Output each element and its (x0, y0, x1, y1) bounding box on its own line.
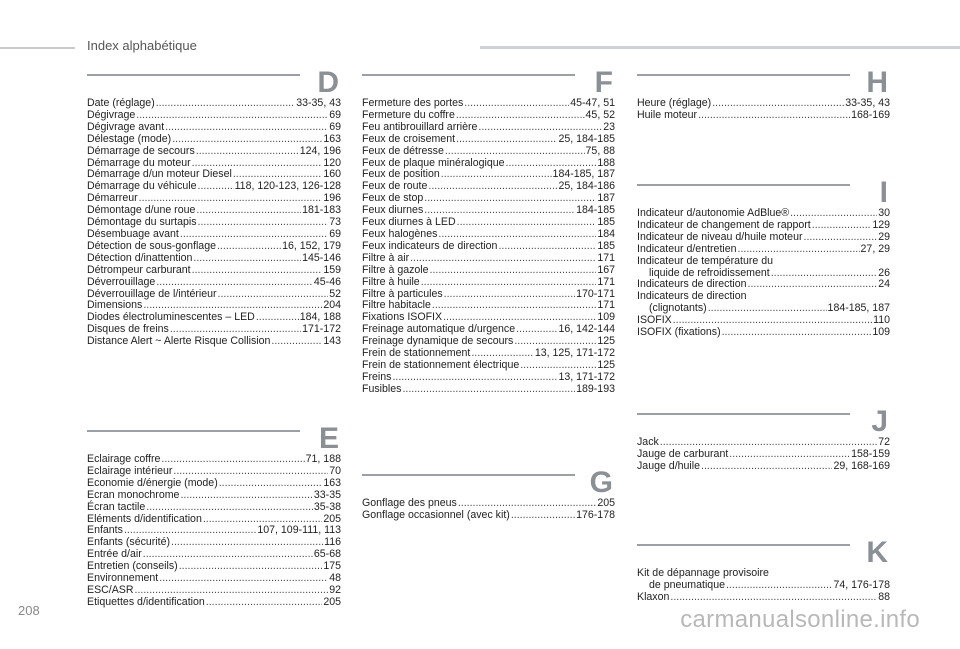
section-e (87, 422, 341, 609)
header-rule-left (0, 47, 75, 49)
entry-label: Date (réglage) (87, 97, 155, 109)
entry-page-ref: 69 (329, 108, 341, 121)
index-entry (637, 256, 890, 268)
page-header-title: Index alphabétique (87, 38, 197, 53)
section-letter: D (317, 66, 339, 99)
dot-leader (198, 217, 329, 229)
dot-leader (156, 277, 313, 289)
entry-label: Filtre à huile (362, 275, 420, 288)
entry-label: Gonflage des pneus (362, 497, 457, 509)
entry-page-ref: 196 (323, 192, 341, 205)
entry-page-ref: 45-47, 51 (570, 97, 615, 109)
dot-leader (516, 324, 557, 336)
entry-label: Fusibles (362, 382, 402, 395)
entry-label: Indicateur de changement de rapport (637, 218, 811, 231)
entry-page-ref: 92 (329, 583, 341, 596)
index-entry (87, 336, 341, 348)
entry-page-ref: 45, 52 (585, 108, 615, 121)
index-entry (87, 277, 341, 289)
index-entry (87, 241, 341, 253)
entry-page-ref: 185 (597, 216, 615, 229)
dot-leader (424, 193, 596, 205)
entry-page-ref: 184-185, 187 (827, 302, 890, 315)
dot-leader (256, 312, 299, 324)
entry-label: Jauge de carburant (637, 447, 729, 460)
entry-label: Economie d/énergie (mode) (87, 476, 218, 489)
entry-page-ref: 26 (878, 266, 890, 279)
entry-label: Dimensions (87, 299, 143, 312)
index-entry (362, 510, 615, 522)
entry-label: Etiquettes d/identification (87, 595, 205, 608)
section-bar (637, 184, 850, 186)
index-entry (362, 265, 615, 277)
entry-label: ESC/ASR (87, 583, 134, 596)
dot-leader (511, 510, 575, 522)
dot-leader (206, 597, 323, 609)
dot-leader (171, 537, 323, 549)
entry-page-ref: 125 (597, 358, 615, 371)
entry-page-ref: 16, 152, 179 (282, 239, 341, 252)
section-j (637, 405, 890, 473)
dot-leader (445, 146, 585, 158)
entry-label: Jauge d/huile (637, 459, 701, 472)
dot-leader (410, 253, 596, 265)
dot-leader (432, 300, 596, 312)
entry-page-ref: 110 (873, 314, 890, 327)
entry-label: Disques de freins (87, 323, 169, 336)
entry-page-ref: 48 (329, 572, 341, 585)
entry-page-ref: 29 (878, 230, 890, 243)
dot-leader (812, 220, 872, 232)
section-letter: H (866, 66, 888, 99)
entry-list (637, 568, 890, 604)
entry-page-ref: 167 (597, 263, 615, 276)
section-bar (87, 430, 300, 432)
dot-leader (698, 110, 850, 122)
entry-label: Indicateur d/entretien (637, 242, 737, 255)
dot-leader (392, 372, 557, 384)
entry-page-ref: 143 (323, 335, 341, 348)
entry-page-ref: 29, 168-169 (833, 459, 890, 472)
entry-label: Feux diurnes (362, 204, 424, 217)
entry-list (637, 98, 890, 122)
entry-page-ref: 107, 109-111, 113 (257, 524, 341, 537)
entry-page-ref: 163 (323, 476, 341, 489)
dot-leader (402, 384, 575, 396)
entry-label: Feux indicateurs de direction (362, 239, 498, 252)
entry-list (87, 98, 341, 348)
entry-page-ref: 184 (597, 227, 615, 240)
index-entry (637, 327, 890, 339)
dot-leader (218, 289, 329, 301)
index-entry (87, 265, 341, 277)
entry-label: Détrompeur carburant (87, 263, 191, 276)
entry-label: Filtre à gazole (362, 263, 429, 276)
entry-label: ISOFIX (fixations) (637, 326, 721, 339)
entry-label: Feux de croisement (362, 132, 456, 145)
entry-label: Dégivrage (87, 108, 136, 121)
entry-label: Démarreur (87, 192, 138, 205)
page-number: 208 (18, 603, 40, 618)
entry-label: Indicateur de niveau d/huile moteur (637, 230, 803, 243)
entry-page-ref: 72 (878, 436, 890, 448)
entry-label: Feux de plaque minéralogique (362, 156, 505, 169)
entry-page-ref: 65-68 (313, 548, 341, 561)
entry-label: Enfants (87, 524, 123, 537)
dot-leader (421, 277, 597, 289)
entry-page-ref: 118, 120-123, 126-128 (234, 180, 341, 193)
dot-leader (172, 134, 322, 146)
dot-leader (726, 580, 832, 592)
entry-page-ref: 204 (323, 299, 341, 312)
entry-page-ref: 181-183 (302, 204, 341, 217)
entry-label: Entretien (conseils) (87, 560, 178, 573)
entry-page-ref: 13, 125, 171-172 (534, 347, 615, 360)
section-bar (637, 74, 850, 76)
entry-label: Freinage dynamique de secours (362, 335, 514, 348)
entry-page-ref: 73 (329, 216, 341, 229)
dot-leader (771, 268, 877, 280)
entry-page-ref: 187 (597, 192, 615, 205)
index-entry (87, 502, 341, 514)
dot-leader (198, 181, 234, 193)
watermark: carmanualsonline.info (680, 606, 920, 633)
header-rule-right (480, 46, 960, 49)
entry-label: Heure (réglage) (637, 97, 712, 109)
entry-page-ref: 75, 88 (585, 144, 615, 157)
entry-page-ref: 171-172 (302, 323, 341, 336)
entry-page-ref: 185 (597, 239, 615, 252)
entry-page-ref: 13, 171-172 (558, 370, 615, 383)
entry-list (362, 498, 615, 522)
entry-label: Distance Alert ~ Alerte Risque Collision (87, 335, 271, 348)
entry-label: Démontage d/une roue (87, 204, 196, 217)
dot-leader (498, 241, 596, 253)
entry-page-ref: 175 (323, 560, 341, 573)
entry-page-ref: 184-185 (576, 204, 615, 217)
entry-page-ref: 23 (603, 120, 615, 133)
entry-label: ISOFIX (637, 314, 672, 327)
entry-page-ref: 205 (323, 595, 341, 608)
entry-label: Démarrage de secours (87, 144, 195, 157)
entry-page-ref: 189-193 (576, 382, 615, 395)
entry-page-ref: 160 (323, 168, 341, 181)
section-bar (362, 474, 575, 476)
index-entry (87, 146, 341, 158)
section-h (637, 66, 890, 122)
entry-page-ref: 33-35, 43 (296, 97, 341, 109)
entry-page-ref: 159 (323, 263, 341, 276)
entry-label: (clignotants) (649, 302, 707, 315)
dot-leader (217, 241, 281, 253)
entry-page-ref: 25, 184-185 (558, 132, 615, 145)
section-bar (637, 413, 850, 415)
entry-label: Jack (637, 436, 659, 448)
entry-label: Filtre à air (362, 251, 410, 264)
section-bar (87, 74, 300, 76)
index-entry (362, 372, 615, 384)
entry-page-ref: 33-35, 43 (845, 97, 890, 109)
section-bar (362, 74, 575, 76)
entry-page-ref: 109 (872, 326, 890, 339)
dot-leader (193, 253, 301, 265)
section-f (362, 66, 615, 396)
dot-leader (738, 244, 860, 256)
entry-page-ref: 45-46 (313, 275, 341, 288)
index-entry (362, 384, 615, 396)
index-entry (87, 122, 341, 134)
entry-label: Entrée d/air (87, 548, 142, 561)
index-entry (87, 134, 341, 146)
entry-page-ref: 120 (323, 156, 341, 169)
entry-page-ref: 35-38 (313, 500, 341, 513)
entry-page-ref: 24 (878, 278, 890, 291)
entry-label: de pneumatique (649, 578, 725, 591)
entry-page-ref: 70 (329, 464, 341, 477)
index-entry (87, 478, 341, 490)
dot-leader (456, 134, 557, 146)
index-entry (637, 232, 890, 244)
entry-page-ref: 205 (323, 512, 341, 525)
entry-label: Feux halogènes (362, 227, 438, 240)
section-letter: I (879, 176, 888, 209)
entry-label: Indicateurs de direction (637, 290, 747, 303)
entry-label: Eclairage coffre (87, 453, 161, 465)
index-entry (87, 597, 341, 609)
entry-page-ref: 125 (597, 335, 615, 348)
entry-page-ref: 71, 188 (305, 453, 341, 465)
section-g (362, 466, 615, 522)
entry-label: Filtre habitacle (362, 299, 431, 312)
entry-label: Frein de stationnement (362, 347, 471, 360)
entry-label: Déverrouillage de l/intérieur (87, 287, 217, 300)
section-letter: F (594, 66, 613, 99)
entry-label: Feux de détresse (362, 144, 444, 157)
entry-label: Ecran monochrome (87, 488, 180, 501)
entry-label: Fermeture du coffre (362, 108, 455, 121)
entry-label: Feux de stop (362, 192, 424, 205)
entry-page-ref: 69 (329, 120, 341, 133)
entry-label: Démarrage d/un moteur Diesel (87, 168, 232, 181)
entry-list (87, 454, 341, 609)
entry-page-ref: 170-171 (576, 287, 615, 300)
entry-label: Indicateurs de direction (637, 278, 747, 291)
entry-page-ref: 109 (597, 311, 615, 324)
entry-label: Frein de stationnement électrique (362, 358, 520, 371)
entry-label: Eclairage intérieur (87, 464, 173, 477)
dot-leader (722, 327, 872, 339)
dot-leader (428, 181, 557, 193)
entry-label: Indicateur de température du (637, 254, 774, 267)
section-letter: K (866, 536, 888, 569)
entry-label: Diodes électroluminescentes – LED (87, 311, 255, 324)
entry-label: Détection de sous-gonflage (87, 239, 216, 252)
entry-label: Klaxon (637, 590, 670, 603)
entry-page-ref: 30 (878, 207, 890, 219)
dot-leader (729, 449, 850, 461)
index-entry (637, 592, 890, 604)
entry-list (637, 437, 890, 473)
entry-page-ref: 69 (329, 227, 341, 240)
dot-leader (701, 461, 832, 473)
entry-label: Démarrage du véhicule (87, 180, 197, 193)
dot-leader (670, 592, 877, 604)
entry-label: Kit de dépannage provisoire (637, 567, 769, 579)
entry-page-ref: 25, 184-186 (558, 180, 615, 193)
entry-page-ref: 116 (324, 536, 341, 549)
section-bar (637, 544, 850, 546)
entry-page-ref: 171 (597, 251, 615, 264)
entry-page-ref: 124, 196 (299, 144, 341, 157)
dot-leader (478, 122, 602, 134)
entry-label: Feu antibrouillard arrière (362, 120, 478, 133)
dot-leader (748, 279, 878, 291)
entry-page-ref: 171 (597, 275, 615, 288)
entry-label: Dégivrage avant (87, 120, 165, 133)
entry-label: Huile moteur (637, 108, 698, 121)
entry-page-ref: 145-146 (302, 251, 341, 264)
section-letter: G (589, 466, 613, 499)
index-entry (362, 253, 615, 265)
dot-leader (457, 217, 597, 229)
dot-leader (271, 336, 322, 348)
index-entry (362, 134, 615, 146)
dot-leader (136, 110, 328, 122)
index-entry (362, 146, 615, 158)
entry-label: Désembuage avant (87, 227, 179, 240)
dot-leader (430, 265, 597, 277)
index-entry (637, 303, 890, 315)
entry-page-ref: 163 (323, 132, 341, 145)
entry-list (637, 208, 890, 339)
entry-page-ref: 129 (872, 218, 890, 231)
entry-label: Enfants (sécurité) (87, 536, 171, 549)
index-entry (87, 490, 341, 502)
entry-page-ref: 188 (597, 156, 615, 169)
dot-leader (192, 265, 323, 277)
entry-page-ref: 74, 176-178 (833, 578, 890, 591)
dot-leader (804, 232, 878, 244)
entry-page-ref: 27, 29 (860, 242, 890, 255)
entry-page-ref: 168-169 (851, 108, 890, 121)
section-letter: J (871, 405, 888, 438)
entry-label: Environnement (87, 572, 159, 585)
dot-leader (444, 289, 575, 301)
dot-leader (165, 122, 328, 134)
section-i (637, 176, 890, 339)
index-entry (87, 253, 341, 265)
dot-leader (441, 169, 552, 181)
entry-page-ref: 184, 188 (299, 311, 341, 324)
entry-label: Fixations ISOFIX (362, 311, 443, 324)
entry-list (362, 98, 615, 396)
entry-label: Feux de route (362, 180, 428, 193)
index-entry (637, 110, 890, 122)
entry-page-ref: 184-185, 187 (552, 168, 615, 181)
section-d (87, 66, 341, 348)
index-entry (637, 580, 890, 592)
entry-label: Feux diurnes à LED (362, 216, 456, 229)
dot-leader (180, 490, 312, 502)
dot-leader (708, 303, 827, 315)
entry-label: Gonflage occasionnel (avec kit) (362, 508, 510, 521)
entry-label: Eléments d/identification (87, 512, 202, 525)
dot-leader (146, 502, 313, 514)
index-entry (362, 241, 615, 253)
entry-label: Freins (362, 370, 392, 383)
section-letter: E (318, 422, 339, 455)
entry-label: Écran tactile (87, 500, 146, 513)
entry-label: Freinage automatique d/urgence (362, 323, 516, 336)
entry-label: Démontage du surtapis (87, 216, 197, 229)
section-k (637, 536, 890, 604)
entry-page-ref: 52 (329, 287, 341, 300)
index-entry (637, 244, 890, 256)
entry-label: Détection d/inattention (87, 251, 193, 264)
entry-page-ref: 176-178 (576, 508, 615, 521)
entry-label: Déverrouillage (87, 275, 156, 288)
entry-label: Délestage (mode) (87, 132, 172, 145)
index-entry (362, 277, 615, 289)
dot-leader (179, 561, 323, 573)
entry-label: Indicateur d/autonomie AdBlue® (637, 207, 790, 219)
entry-label: Fermeture des portes (362, 97, 464, 109)
entry-page-ref: 88 (878, 590, 890, 603)
entry-label: Démarrage du moteur (87, 156, 191, 169)
entry-page-ref: 16, 142-144 (558, 323, 615, 336)
dot-leader (159, 573, 328, 585)
entry-page-ref: 158-159 (851, 447, 890, 460)
entry-label: Filtre à particules (362, 287, 443, 300)
entry-page-ref: 205 (597, 497, 615, 509)
entry-page-ref: 171 (597, 299, 615, 312)
entry-page-ref: 33-35 (313, 488, 341, 501)
entry-label: Feux de position (362, 168, 440, 181)
dot-leader (196, 205, 301, 217)
index-entry (637, 461, 890, 473)
dot-leader (196, 146, 299, 158)
entry-label: liquide de refroidissement (649, 266, 770, 279)
dot-leader (219, 478, 323, 490)
index-entry (362, 122, 615, 134)
